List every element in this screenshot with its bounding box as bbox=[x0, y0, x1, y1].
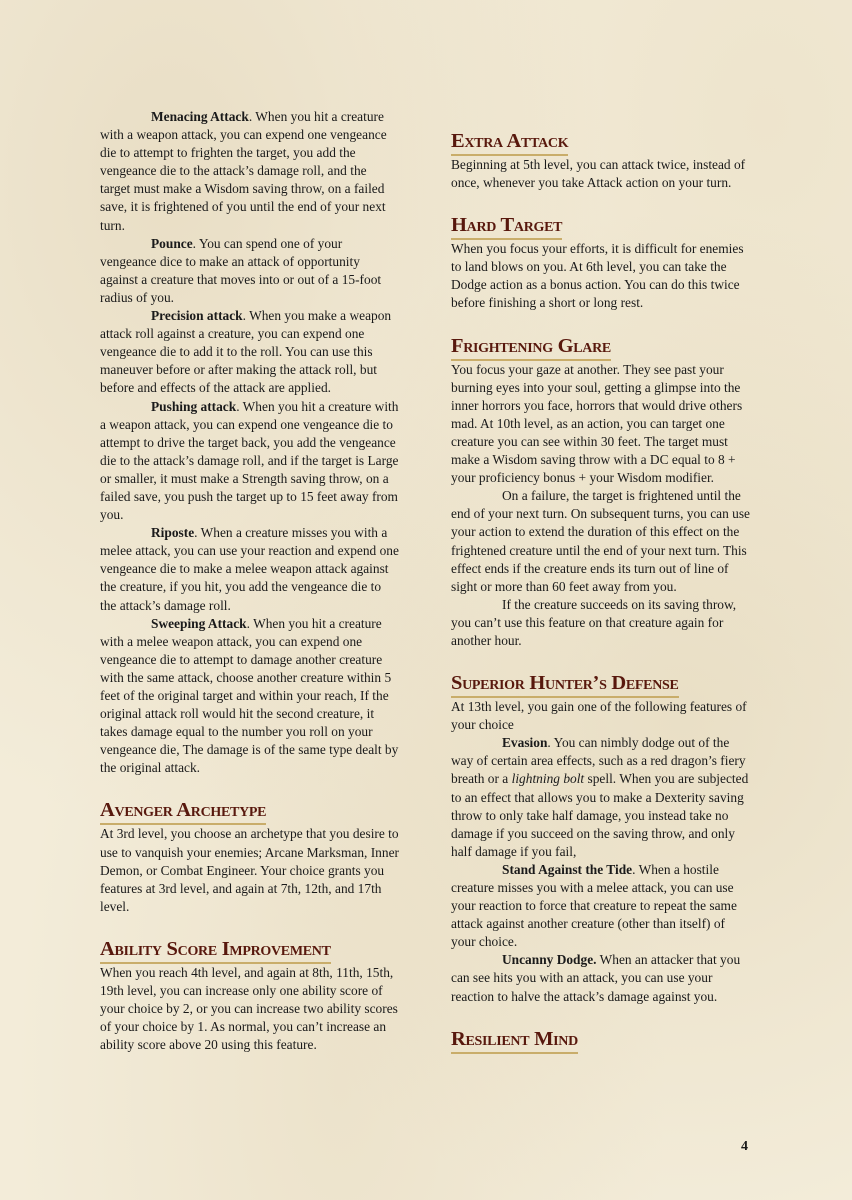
section-superior-hunters-defense bbox=[451, 670, 751, 1006]
section-text: When you reach 4th level, and again at 8th, 11th, 15th, 19th level, you can increase only one ability score of your choice by 2, or you can increase two ability scores of your choice by 1. As normal, you can’t increase an ability score above 20 using this feature. bbox=[100, 964, 398, 1053]
section-heading: Extra Attack bbox=[451, 128, 568, 156]
feature-name: Uncanny Dodge. bbox=[502, 952, 597, 968]
section-avenger-archetype bbox=[100, 797, 400, 915]
page-number: 4 bbox=[741, 1139, 748, 1154]
left-column bbox=[100, 108, 400, 1054]
maneuver-name: Sweeping Attack bbox=[151, 615, 247, 631]
maneuver-name: Menacing Attack bbox=[151, 109, 249, 124]
feature-name: Evasion bbox=[502, 735, 548, 751]
section-extra-attack bbox=[451, 128, 751, 192]
feature-evasion: Evasion. You can nimbly dodge out of the way of certain area effects, such as a red dragon’s fiery breath or a lightning bolt spell. When you are subjected to an effect that allows you to make a Dexterity saving throw to only take half damage, you instead take no damage if you succeed on the saving throw, and only half damage if you fail, bbox=[451, 735, 749, 859]
section-heading: Frightening Glare bbox=[451, 333, 611, 361]
section-text: Beginning at 5th level, you can attack twice, instead of once, whenever you take Attack action on your turn. bbox=[451, 157, 746, 191]
maneuver-text: When a creature misses you with a melee attack, you can use your reaction and expend one vengeance die to make a melee weapon attack against the creature, if you hit, you add the vengeance die to the attack’s damage roll. bbox=[100, 525, 399, 613]
maneuver-text: When you hit a creature with a melee weapon attack, you can expend one vengeance die to attempt to damage another creature with the same attack, choose another creature within 5 feet of the original target and within your reach, If the original attack roll would hit the second creature, it takes damage equal to the number you roll on your vengeance die, The damage is of the same type dealt by the original attack. bbox=[100, 615, 399, 776]
maneuver-pounce: Pounce. You can spend one of your vengeance dice to make an attack of opportunity against a creature that moves into or out of a 15-foot radius of you. bbox=[100, 235, 382, 305]
maneuver-pushing-attack: Pushing attack. When you hit a creature with a weapon attack, you can expend one vengeance die to attempt to drive the target back, you add the vengeance die to the attack’s damage roll, and if the target is Large or smaller, it must make a Strength saving throw, on a failed save, you push the target up to 15 feet away from you. bbox=[100, 398, 399, 523]
maneuver-precision-attack: Precision attack. When you make a weapon attack roll against a creature, you can expend one vengeance die to add it to the roll. You can use this maneuver before or after making the attack roll, but before and effects of the attack are applied. bbox=[100, 308, 392, 396]
section-text: If the creature succeeds on its saving throw, you can’t use this feature on that creature again for another hour. bbox=[451, 596, 737, 648]
feature-text: spell. When you are subjected to an effect that allows you to make a Dexterity saving throw to only take half damage, you instead take no damage if you succeed on the saving throw, and only half damage if you fail, bbox=[451, 771, 749, 859]
maneuver-name: Pushing attack bbox=[151, 398, 237, 414]
section-text: At 13th level, you gain one of the following features of your choice bbox=[451, 699, 747, 733]
spell-name: lightning bolt bbox=[511, 771, 585, 787]
section-text: When you focus your efforts, it is difficult for enemies to land blows on you. At 6th level, you can take the Dodge action as a bonus action. You can do this twice before finishing a short or long rest. bbox=[451, 241, 744, 311]
section-text: On a failure, the target is frightened until the end of your next turn. On subsequent turns, you can use your action to extend the duration of this effect on the frightened creature until the end of your next turn. This effect ends if the creature ends its turn out of line of sight or more than 60 feet away from you. bbox=[451, 488, 751, 594]
maneuver-text: When you hit a creature with a weapon attack, you can expend one vengeance die to attempt to frighten the target, you add the vengeance die to the attack’s damage roll, and the target must make a Wisdom saving throw, on a failed save, it is frightened of you until the end of your next turn. bbox=[100, 109, 387, 233]
feature-name: Stand Against the Tide bbox=[502, 861, 633, 877]
maneuver-name: Precision attack bbox=[151, 308, 243, 324]
section-hard-target bbox=[451, 212, 751, 312]
section-text: You focus your gaze at another. They see past your burning eyes into your soul, getting a glimpse into the inner horrors you face, horrors that would drive others mad. At 10th level, as an action, you can target one creature you can see within 30 feet. The target must make a Wisdom saving throw with a DC equal to 8 + your proficiency bonus + your Wisdom modifier. bbox=[451, 361, 743, 486]
section-text: At 3rd level, you choose an archetype that you desire to use to vanquish your enemies; Arcane Marksman, Inner Demon, or Combat Engineer. Your choice grants you features at 3rd level, and again at 7th, 12th, and 17th level. bbox=[100, 826, 399, 914]
section-heading: Avenger Archetype bbox=[100, 797, 266, 825]
maneuver-name: Pounce bbox=[151, 235, 193, 251]
feature-text: When a hostile creature misses you with a melee attack, you can use your reaction to force that creature to repeat the same attack against another creature (other than itself) of your choice. bbox=[451, 861, 737, 950]
feature-stand-against-the-tide: Stand Against the Tide. When a hostile creature misses you with a melee attack, you can use your reaction to force that creature to repeat the same attack against another creature (other than itself) of your choice. bbox=[451, 861, 737, 950]
maneuver-text: You can spend one of your vengeance dice to make an attack of opportunity against a creature that moves into or out of a 15-foot radius of you. bbox=[100, 235, 382, 305]
maneuver-sweeping-attack: Sweeping Attack. When you hit a creature with a melee weapon attack, you can expend one vengeance die to attempt to damage another creature with the same attack, choose another creature within 5 feet of the original target and within your reach, If the original attack roll would hit the second creature, it takes damage equal to the number you roll on your vengeance die, The damage is of the same type dealt by the original attack. bbox=[100, 615, 399, 776]
section-frightening-glare bbox=[451, 333, 751, 651]
section-resilient-mind bbox=[451, 1026, 751, 1054]
maneuver-menacing-attack: Menacing Attack. When you hit a creature with a weapon attack, you can expend one vengeance die to attempt to frighten the target, you add the vengeance die to the attack’s damage roll, and the target must make a Wisdom saving throw, on a failed save, it is frightened of you until the end of your next turn. bbox=[100, 109, 387, 233]
right-column bbox=[451, 128, 751, 1054]
section-ability-score-improvement bbox=[100, 936, 400, 1054]
maneuver-name: Riposte bbox=[151, 525, 195, 541]
section-heading: Hard Target bbox=[451, 212, 562, 240]
maneuver-text: When you hit a creature with a weapon attack, you can expend one vengeance die to attempt to drive the target back, you add the vengeance die to the attack’s damage roll, and if the target is Large or smaller, it must make a Strength saving throw, on a failed save, you push the target up to 15 feet away from you. bbox=[100, 398, 399, 523]
feature-text: When an attacker that you can see hits you with an attack, you can use your reaction to halve the attack’s damage against you. bbox=[451, 952, 741, 1004]
section-heading: Ability Score Improvement bbox=[100, 936, 331, 964]
feature-uncanny-dodge bbox=[451, 951, 751, 1005]
maneuver-riposte: Riposte. When a creature misses you with a melee attack, you can use your reaction and expend one vengeance die to make a melee weapon attack against the creature, if you hit, you add the vengeance die to the attack’s damage roll. bbox=[100, 525, 399, 613]
section-heading: Superior Hunter’s Defense bbox=[451, 670, 679, 698]
feature-text: You can nimbly dodge out of the way of certain area effects, such as a red dragon’s fiery breath or a bbox=[451, 735, 746, 787]
section-heading: Resilient Mind bbox=[451, 1026, 578, 1054]
maneuver-text: When you make a weapon attack roll against a creature, you can expend one vengeance die to add it to the roll. You can use this maneuver before or after making the attack roll, but before and effects of the attack are applied. bbox=[100, 308, 392, 396]
